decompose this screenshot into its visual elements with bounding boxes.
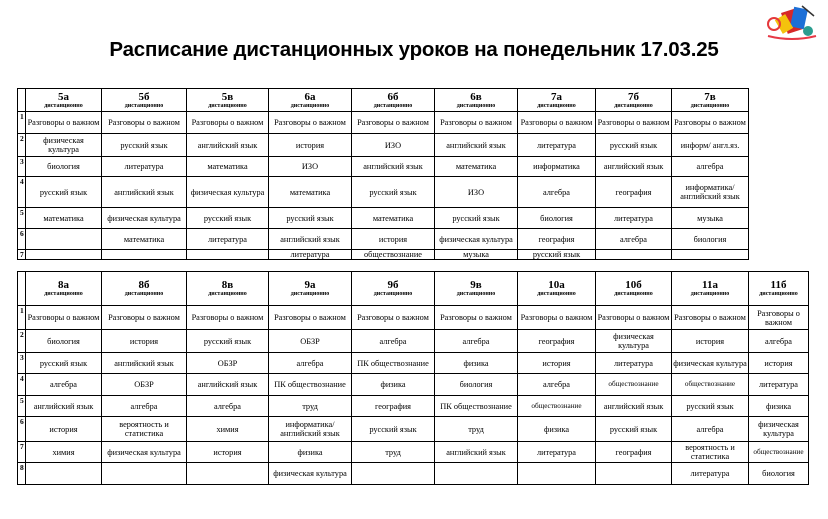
lesson-cell: физическая культура: [596, 330, 672, 353]
lesson-cell: русский язык: [435, 208, 518, 229]
lesson-number: 6: [18, 229, 26, 250]
lesson-cell: Разговоры о важном: [187, 112, 269, 134]
lesson-cell: Разговоры о важном: [269, 112, 352, 134]
lesson-cell: алгебра: [269, 353, 352, 374]
class-header: [269, 272, 352, 306]
lesson-cell: алгебра: [102, 396, 187, 417]
lesson-cell: математика: [435, 157, 518, 177]
lesson-cell: английский язык: [435, 134, 518, 157]
lesson-cell: Разговоры о важном: [352, 112, 435, 134]
lesson-cell: физическая культура: [749, 417, 809, 442]
lesson-cell: ПК обществознание: [435, 396, 518, 417]
table-row: [18, 417, 809, 442]
lesson-number: 1: [18, 112, 26, 134]
lesson-cell: Разговоры о важном: [672, 112, 749, 134]
lesson-cell: физика: [269, 442, 352, 463]
table-row: [18, 112, 752, 134]
lesson-cell: физика: [435, 353, 518, 374]
lesson-cell: [187, 463, 269, 485]
lesson-cell: русский язык: [352, 417, 435, 442]
lesson-cell: [596, 463, 672, 485]
lesson-number: 7: [18, 250, 26, 260]
lesson-cell: обществознание: [518, 396, 596, 417]
class-mode: дистанционно: [759, 291, 798, 297]
lesson-cell: Разговоры о важном: [269, 306, 352, 330]
lesson-cell: информатика/ английский язык: [269, 417, 352, 442]
lesson-cell: Разговоры о важном: [26, 112, 102, 134]
lesson-cell: литература: [749, 374, 809, 396]
class-name: 7в: [704, 90, 716, 103]
lesson-cell: биология: [435, 374, 518, 396]
class-name: 9в: [470, 279, 482, 291]
lesson-cell: английский язык: [187, 374, 269, 396]
class-name: 10б: [625, 279, 642, 291]
lesson-cell: английский язык: [435, 442, 518, 463]
class-mode: дистанционно: [44, 291, 83, 297]
lesson-cell: биология: [672, 229, 749, 250]
class-header: [435, 89, 518, 112]
lesson-cell: [102, 250, 187, 260]
class-name: 9а: [304, 279, 316, 291]
class-mode: дистанционно: [537, 291, 576, 297]
class-header: [26, 89, 102, 112]
lesson-number: 5: [18, 396, 26, 417]
lesson-cell: английский язык: [102, 353, 187, 374]
table-row: [18, 442, 809, 463]
lesson-cell: Разговоры о важном: [518, 112, 596, 134]
corner-cell: [18, 272, 26, 306]
lesson-cell: биология: [749, 463, 809, 485]
lesson-cell: литература: [596, 208, 672, 229]
lesson-cell: русский язык: [26, 353, 102, 374]
class-header: [269, 89, 352, 112]
lesson-cell: алгебра: [518, 374, 596, 396]
lesson-cell: литература: [596, 353, 672, 374]
lesson-cell: русский язык: [518, 250, 596, 260]
class-mode: дистанционно: [373, 291, 413, 297]
lesson-cell: английский язык: [26, 396, 102, 417]
lesson-cell: литература: [672, 463, 749, 485]
lesson-cell: [26, 229, 102, 250]
class-mode: дистанционно: [537, 102, 576, 109]
lesson-cell: математика: [26, 208, 102, 229]
class-mode: дистанционно: [614, 102, 653, 109]
page-title: Расписание дистанционных уроков на понедельник 17.03.25: [109, 38, 719, 61]
lesson-cell: обществознание: [596, 374, 672, 396]
lesson-cell: физическая культура: [269, 463, 352, 485]
lesson-cell: алгебра: [749, 330, 809, 353]
table-row: [18, 330, 809, 353]
lesson-cell: литература: [269, 250, 352, 260]
lesson-cell: [187, 250, 269, 260]
lesson-cell: русский язык: [672, 396, 749, 417]
lesson-cell: история: [187, 442, 269, 463]
class-mode: дистанционно: [208, 102, 247, 109]
schedule-table-grades-5-7: [17, 88, 752, 260]
lesson-cell: обществознание: [672, 374, 749, 396]
lesson-cell: алгебра: [518, 177, 596, 208]
lesson-cell: английский язык: [269, 229, 352, 250]
lesson-cell: физика: [518, 417, 596, 442]
empty-cell: [749, 134, 752, 157]
lesson-cell: физика: [749, 396, 809, 417]
lesson-cell: география: [596, 442, 672, 463]
lesson-number: 2: [18, 134, 26, 157]
class-name: 8а: [58, 279, 69, 291]
class-header: [187, 272, 269, 306]
lesson-cell: Разговоры о важном: [102, 306, 187, 330]
lesson-cell: физическая культура: [672, 353, 749, 374]
class-header: [102, 272, 187, 306]
lesson-cell: русский язык: [596, 134, 672, 157]
lesson-cell: Разговоры о важном: [518, 306, 596, 330]
class-name: 9б: [387, 279, 399, 291]
table-row: [18, 157, 752, 177]
lesson-cell: обществознание: [749, 442, 809, 463]
lesson-cell: русский язык: [269, 208, 352, 229]
lesson-cell: Разговоры о важном: [187, 306, 269, 330]
lesson-cell: литература: [518, 442, 596, 463]
table-row: [18, 208, 752, 229]
class-name: 8б: [138, 279, 150, 291]
lesson-cell: история: [672, 330, 749, 353]
class-name: 5б: [138, 90, 150, 103]
lesson-cell: география: [518, 330, 596, 353]
table-row: [18, 177, 752, 208]
lesson-cell: английский язык: [187, 134, 269, 157]
lesson-cell: физическая культура: [26, 134, 102, 157]
lesson-number: 6: [18, 417, 26, 442]
lesson-cell: [26, 463, 102, 485]
table-row: [18, 134, 752, 157]
lesson-cell: химия: [187, 417, 269, 442]
table-row: [18, 396, 809, 417]
lesson-cell: [672, 250, 749, 260]
lesson-cell: вероятность и статистика: [102, 417, 187, 442]
class-name: 8в: [221, 279, 234, 291]
lesson-cell: музыка: [435, 250, 518, 260]
lesson-cell: [102, 463, 187, 485]
lesson-cell: Разговоры о важном: [596, 306, 672, 330]
lesson-cell: ПК обществознание: [269, 374, 352, 396]
class-name: 6в: [470, 90, 482, 103]
lesson-cell: Разговоры о важном: [26, 306, 102, 330]
lesson-cell: математика: [269, 177, 352, 208]
class-mode: дистанционно: [614, 291, 653, 297]
lesson-number: 1: [18, 306, 26, 330]
class-header: [187, 89, 269, 112]
lesson-cell: алгебра: [596, 229, 672, 250]
lesson-number: 3: [18, 353, 26, 374]
lesson-cell: история: [26, 417, 102, 442]
lesson-number: 8: [18, 463, 26, 485]
lesson-cell: [26, 250, 102, 260]
corner-cell: [18, 89, 26, 112]
lesson-cell: вероятность и статистика: [672, 442, 749, 463]
lesson-cell: математика: [352, 208, 435, 229]
empty-cell: [749, 112, 752, 134]
class-mode: дистанционно: [44, 102, 83, 109]
class-name: 11б: [770, 279, 787, 291]
lesson-cell: труд: [435, 417, 518, 442]
class-name: 7б: [628, 90, 639, 103]
class-header: [435, 272, 518, 306]
table-row: [18, 463, 809, 485]
schedule-table-grades-8-11: [17, 271, 809, 485]
lesson-cell: физическая культура: [187, 177, 269, 208]
lesson-cell: русский язык: [26, 177, 102, 208]
lesson-cell: история: [269, 134, 352, 157]
lesson-cell: биология: [518, 208, 596, 229]
class-name: 6а: [304, 90, 316, 103]
lesson-cell: английский язык: [596, 157, 672, 177]
lesson-cell: Разговоры о важном: [435, 306, 518, 330]
lesson-cell: английский язык: [102, 177, 187, 208]
lesson-cell: алгебра: [435, 330, 518, 353]
class-header: [102, 89, 187, 112]
lesson-cell: [518, 463, 596, 485]
lesson-cell: ИЗО: [435, 177, 518, 208]
lesson-cell: математика: [102, 229, 187, 250]
empty-cell: [749, 208, 752, 229]
lesson-cell: [596, 250, 672, 260]
lesson-cell: ОБЗР: [187, 353, 269, 374]
class-name: 5в: [221, 90, 234, 103]
lesson-cell: Разговоры о важном: [435, 112, 518, 134]
lesson-cell: Разговоры о важном: [749, 306, 809, 330]
class-header: [26, 272, 102, 306]
class-header: [749, 272, 809, 306]
lesson-cell: Разговоры о важном: [352, 306, 435, 330]
lesson-cell: биология: [26, 330, 102, 353]
lesson-cell: литература: [187, 229, 269, 250]
class-header: [596, 89, 672, 112]
class-mode: дистанционно: [208, 291, 247, 297]
lesson-cell: алгебра: [672, 157, 749, 177]
lesson-cell: ИЗО: [269, 157, 352, 177]
class-mode: дистанционно: [290, 291, 330, 297]
lesson-cell: информ/ англ.яз.: [672, 134, 749, 157]
lesson-cell: история: [352, 229, 435, 250]
class-mode: дистанционно: [456, 291, 496, 297]
empty-cell: [749, 229, 752, 250]
lesson-cell: информатика/ английский язык: [672, 177, 749, 208]
lesson-cell: [435, 463, 518, 485]
class-mode: дистанционно: [373, 102, 413, 109]
class-name: 10а: [548, 279, 565, 291]
class-header: [596, 272, 672, 306]
lesson-cell: информатика: [518, 157, 596, 177]
lesson-cell: английский язык: [352, 157, 435, 177]
class-mode: дистанционно: [290, 102, 330, 109]
lesson-number: 5: [18, 208, 26, 229]
class-mode: дистанционно: [124, 291, 164, 297]
class-header: [352, 89, 435, 112]
table-row: [18, 306, 809, 330]
lesson-cell: русский язык: [187, 208, 269, 229]
lesson-cell: физика: [352, 374, 435, 396]
lesson-cell: [352, 463, 435, 485]
table-row: [18, 229, 752, 250]
lesson-cell: ОБЗР: [102, 374, 187, 396]
lesson-cell: химия: [26, 442, 102, 463]
table-row: [18, 250, 752, 260]
lesson-cell: математика: [187, 157, 269, 177]
lesson-cell: русский язык: [352, 177, 435, 208]
lesson-number: 4: [18, 177, 26, 208]
lesson-cell: история: [749, 353, 809, 374]
lesson-number: 4: [18, 374, 26, 396]
lesson-cell: физическая культура: [435, 229, 518, 250]
table-row: [18, 353, 809, 374]
class-name: 11а: [702, 279, 718, 291]
class-header: [672, 272, 749, 306]
lesson-cell: Разговоры о важном: [672, 306, 749, 330]
lesson-cell: русский язык: [187, 330, 269, 353]
lesson-number: 2: [18, 330, 26, 353]
lesson-cell: труд: [269, 396, 352, 417]
lesson-cell: история: [102, 330, 187, 353]
table-row: [18, 374, 809, 396]
empty-cell: [749, 89, 752, 112]
class-header: [672, 89, 749, 112]
lesson-cell: Разговоры о важном: [596, 112, 672, 134]
empty-cell: [749, 157, 752, 177]
lesson-cell: ОБЗР: [269, 330, 352, 353]
lesson-cell: музыка: [672, 208, 749, 229]
class-header: [518, 272, 596, 306]
class-name: 6б: [387, 90, 399, 103]
empty-cell: [749, 177, 752, 208]
lesson-cell: русский язык: [102, 134, 187, 157]
lesson-cell: биология: [26, 157, 102, 177]
lesson-cell: география: [518, 229, 596, 250]
school-supplies-icon: [762, 2, 822, 42]
lesson-cell: английский язык: [596, 396, 672, 417]
class-mode: дистанционно: [124, 102, 164, 109]
lesson-cell: ИЗО: [352, 134, 435, 157]
lesson-cell: литература: [518, 134, 596, 157]
lesson-cell: алгебра: [187, 396, 269, 417]
lesson-number: 3: [18, 157, 26, 177]
class-mode: дистанционно: [456, 102, 496, 109]
class-name: 7а: [551, 90, 562, 103]
lesson-cell: Разговоры о важном: [102, 112, 187, 134]
lesson-cell: алгебра: [672, 417, 749, 442]
lesson-cell: алгебра: [352, 330, 435, 353]
lesson-cell: физическая культура: [102, 442, 187, 463]
lesson-cell: литература: [102, 157, 187, 177]
lesson-cell: история: [518, 353, 596, 374]
lesson-cell: ПК обществознание: [352, 353, 435, 374]
lesson-cell: алгебра: [26, 374, 102, 396]
lesson-cell: физическая культура: [102, 208, 187, 229]
lesson-cell: труд: [352, 442, 435, 463]
lesson-cell: география: [352, 396, 435, 417]
lesson-cell: русский язык: [596, 417, 672, 442]
class-header: [518, 89, 596, 112]
lesson-number: 7: [18, 442, 26, 463]
empty-cell: [749, 250, 752, 260]
lesson-cell: обществознание: [352, 250, 435, 260]
class-mode: дистанционно: [690, 291, 730, 297]
class-header: [352, 272, 435, 306]
class-name: 5а: [58, 90, 69, 103]
lesson-cell: география: [596, 177, 672, 208]
class-mode: дистанционно: [690, 102, 730, 109]
